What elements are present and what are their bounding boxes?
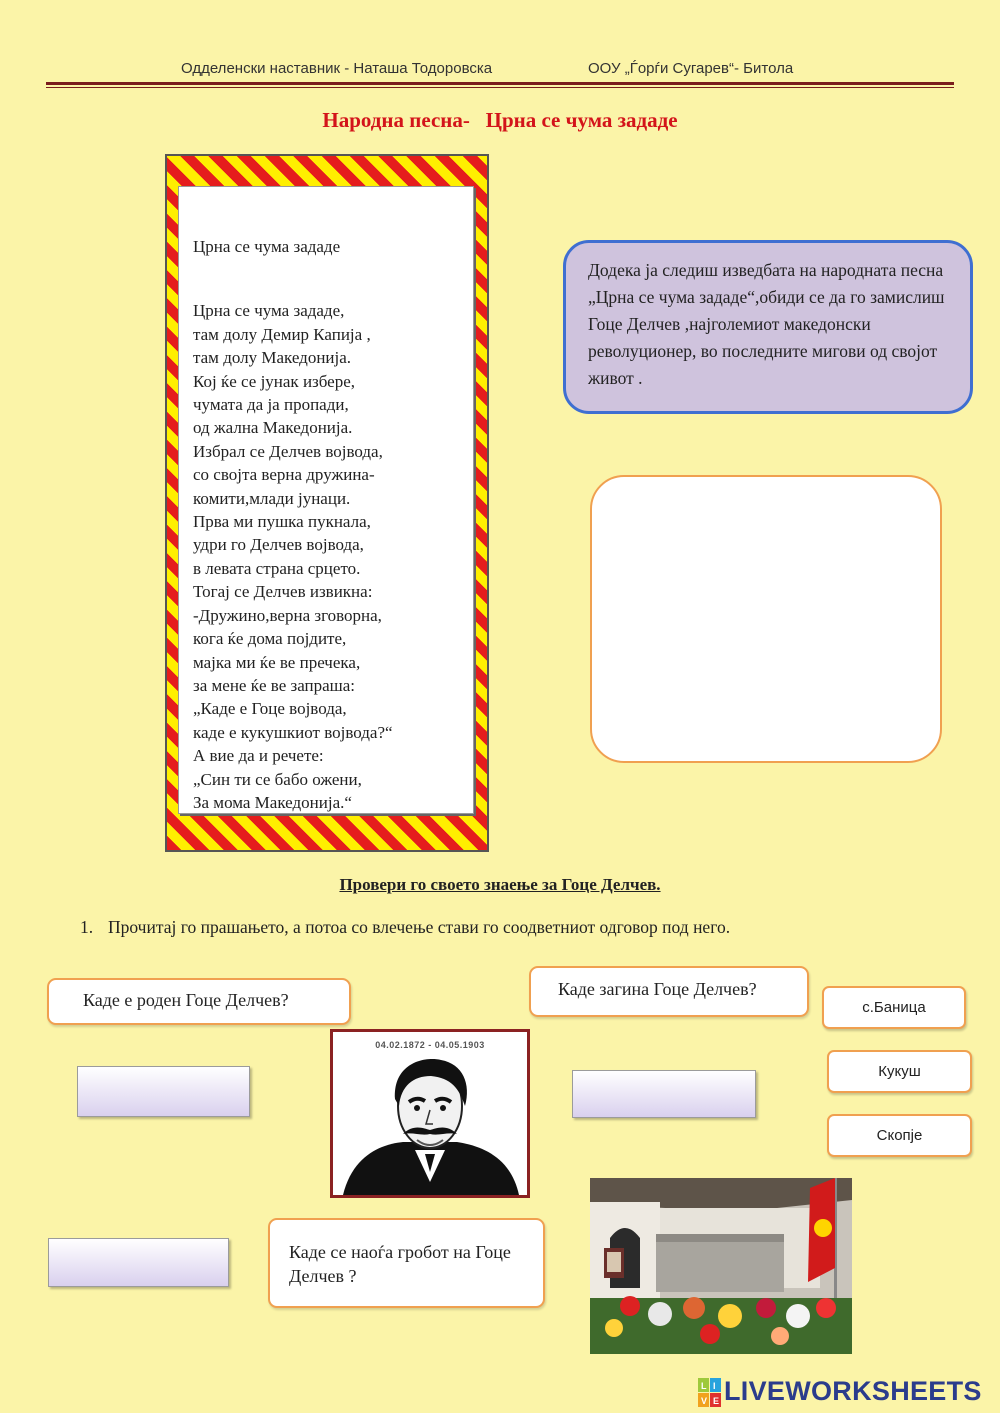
portrait-dates: 04.02.1872 - 04.05.1903 [375,1040,485,1050]
poem-line: мајка ми ќе ве пречека, [193,652,361,672]
grave-photo [590,1178,852,1354]
answer-option-banica[interactable]: с.Баница [822,986,966,1029]
poem-line: каде е кукушкиот војвода?“ [193,722,393,742]
poem-line: со својта верна дружина- [193,465,375,485]
drop-zone-birthplace[interactable] [77,1066,250,1117]
poem-line: Тогај се Делчев извикна: [193,582,373,602]
section-title: Провери го своето знаење за Гоце Делчев. [339,875,661,894]
logo-badge-letter-2: I [713,1381,716,1391]
question-birthplace: Каде е роден Гоце Делчев? [47,978,351,1025]
drop-zone-death-place[interactable] [572,1070,756,1118]
task-number: 1. [80,917,94,937]
poem-line: -Дружино,верна зговорна, [193,605,382,625]
grave-illustration [590,1178,852,1354]
poem-line: За мома Македонија.“ [193,792,352,812]
task-instruction [80,917,730,938]
poem-line: там долу Македонија. [193,348,352,368]
header-divider-thin [46,87,954,88]
poem-line: кога ќе дома појдите, [193,629,347,649]
logo-badge-letter-4: E [713,1396,720,1406]
poem-card [178,186,474,814]
school-name: ООУ „Ѓорѓи Сугарев“- Битола [588,60,794,77]
portrait-illustration [333,1054,527,1195]
instruction-bubble: Додека ја следиш изведбата на народната песна „Црна се чума зададе“,обиди се да го замислиш Гоце Делчев ,најголемиот македонски револуционер, во последните мигови од својот живот . [563,240,973,414]
header-divider [46,82,954,85]
poem-line: „Каде е Гоце војвода, [193,699,347,719]
task-text: Прочитај го прашањето, а потоа со влечење стави го соодветниот одговор под него. [108,917,731,937]
poem-line: од жална Македонија. [193,418,353,438]
poem-line: там долу Демир Капија , [193,324,371,344]
portrait-image [330,1029,530,1198]
liveworksheets-logo-text: LIVEWORKSHEETS [724,1376,982,1406]
poem-line: „Син ти се бабо ожени, [193,769,362,789]
drop-zone-grave[interactable] [48,1238,229,1287]
poem-line: Кој ќе се јунак избере, [193,371,356,391]
page-title: Народна песна- Црна се чума зададе [322,108,678,132]
poem-line: А вие да и речете: [193,746,324,766]
question-death-place: Каде загина Гоце Делчев? [529,966,809,1017]
logo-badge-letter-3: V [701,1396,708,1406]
answer-option-kukush[interactable]: Кукуш [827,1050,972,1093]
liveworksheets-logo-icon [698,1378,722,1408]
poem-line: комити,млади јунаци. [193,488,351,508]
video-placeholder[interactable] [590,475,942,763]
poem-line: Избрал се Делчев војвода, [193,441,383,461]
teacher-name: Одделенски наставник - Наташа Тодоровска [181,60,493,77]
answer-option-skopje[interactable]: Скопје [827,1114,972,1157]
poem-line: удри го Делчев војвода, [193,535,364,555]
poem-line: Црна се чума зададе, [193,301,345,321]
question-grave-location: Каде се наоѓа гробот на Гоце Делчев ? [268,1218,545,1308]
poem-line: чумата да ја пропади, [193,395,349,415]
poem-line: за мене ќе ве запраша: [193,675,356,695]
poem-lines [193,299,463,814]
poem-line: Прва ми пушка пукнала, [193,512,371,532]
poem-line: в левата страна срцето. [193,558,361,578]
logo-badge-letter-1: L [701,1381,707,1391]
poem-title: Црна се чума зададе [193,237,341,256]
